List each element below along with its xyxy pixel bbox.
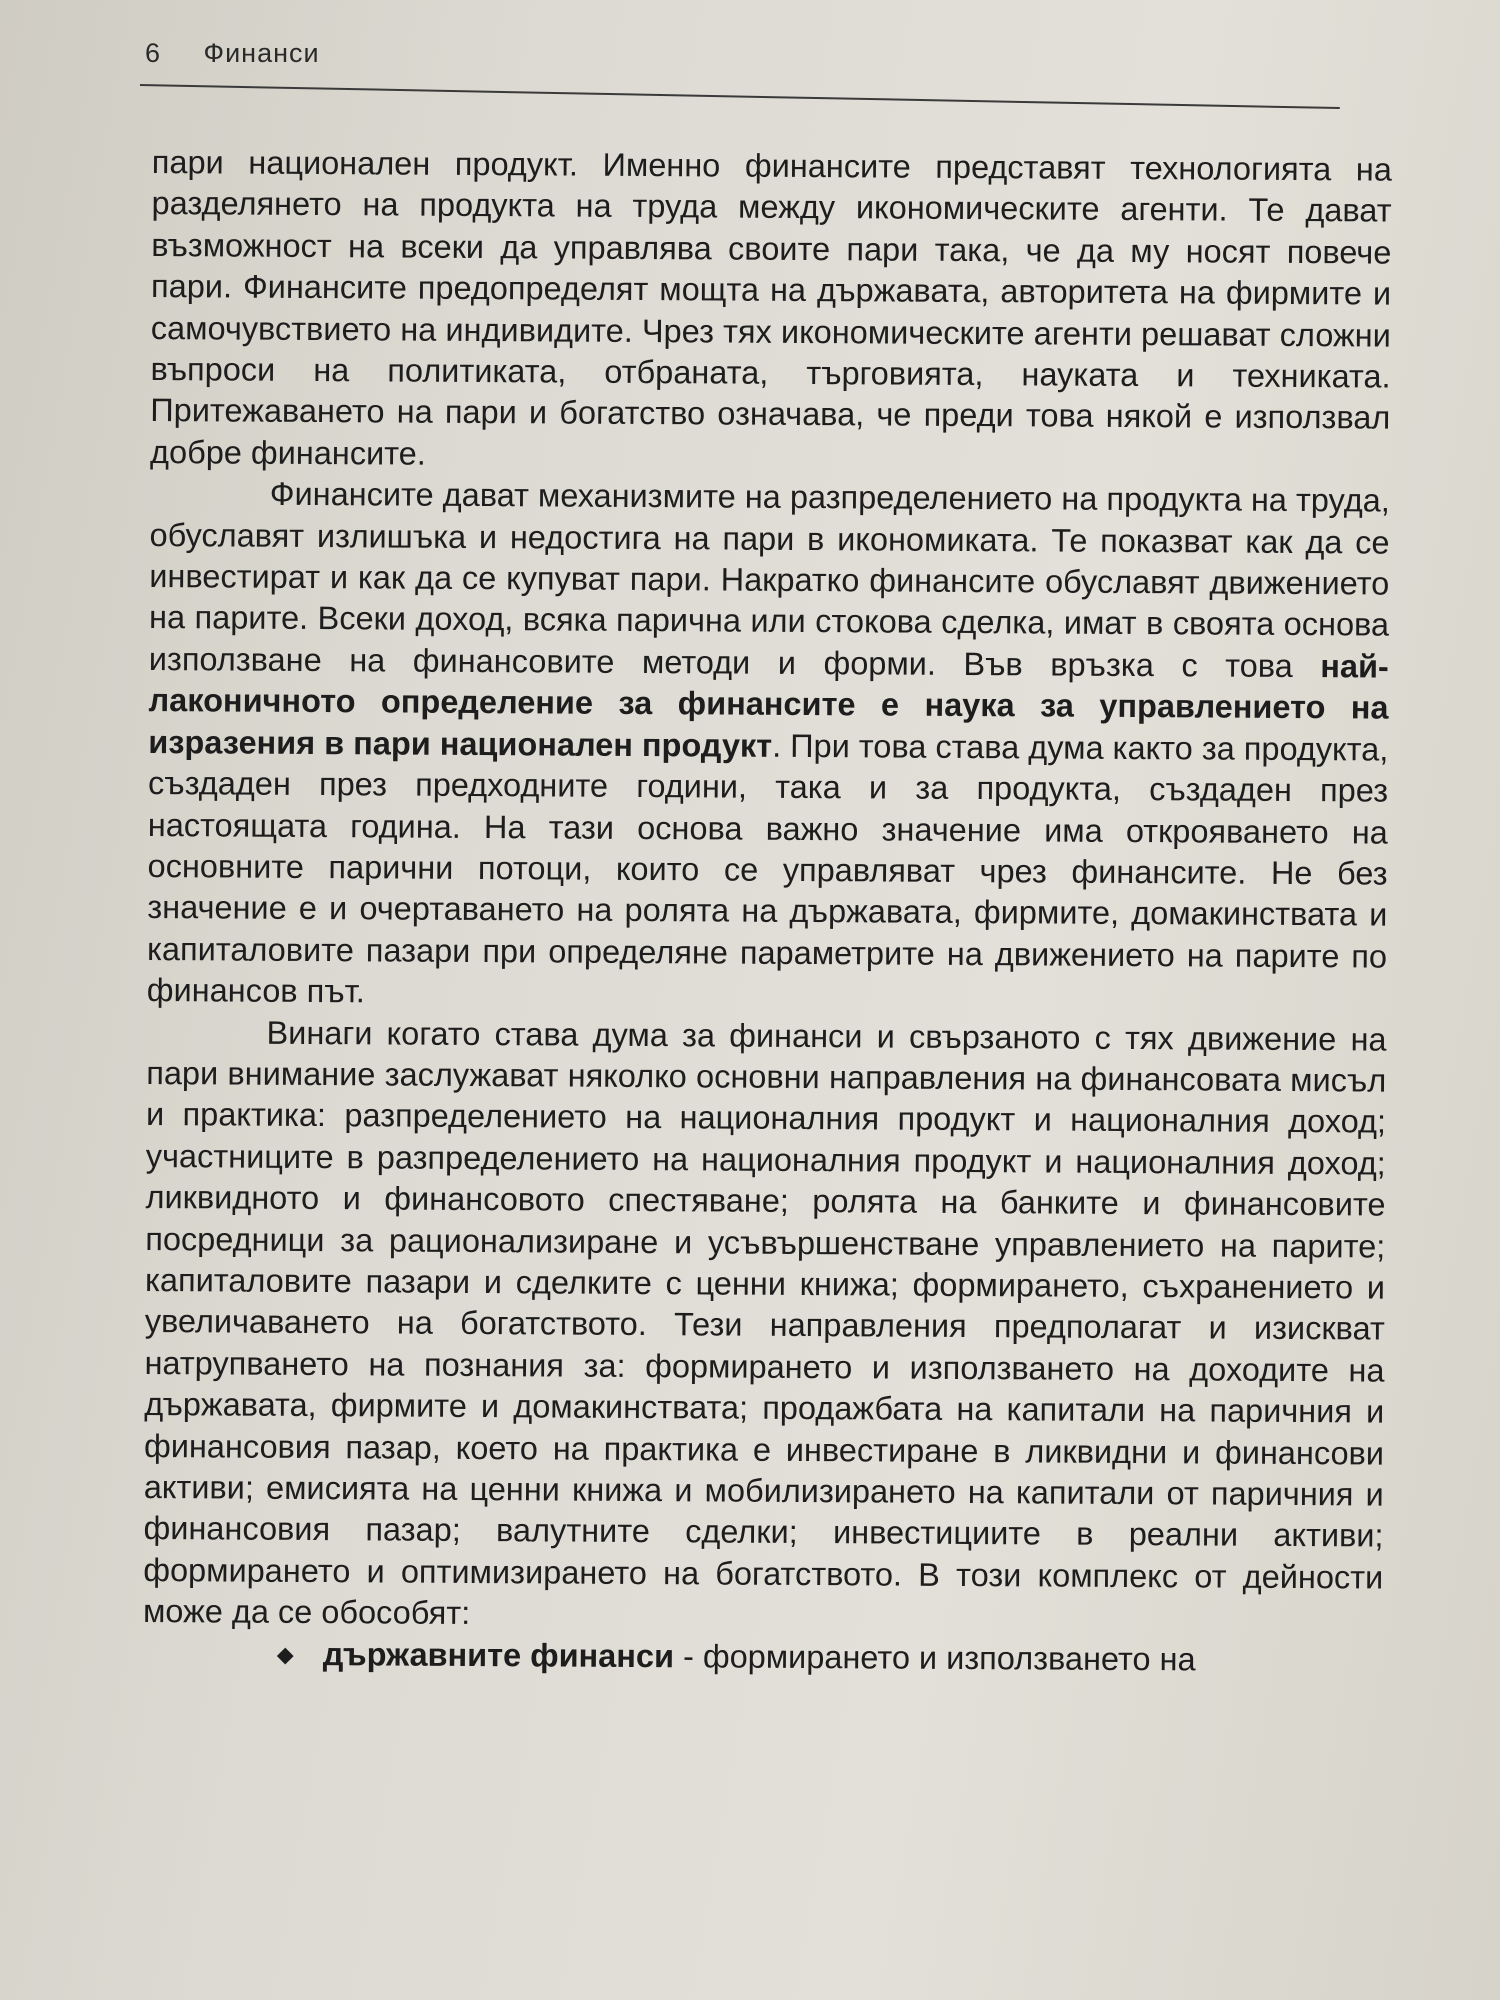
- body-text: [143, 142, 1392, 1682]
- bullet-term: държавните финанси: [322, 1635, 675, 1674]
- paragraph-2-start: Финансите дават механизмите на разпределението на продукта на труда, обуславят излишъка и недостига на пари в икономиката. Те показват как да се инвестират и как да се купуват пари. Накратко финансите обуславят движението на парите. Всеки доход, всяка парична или стокова сделка, имат в своята основа използване на финансовите методи и форми. Във връзка с това: [148, 475, 1390, 684]
- paragraph-3: Винаги когато става дума за финанси и свързаното с тях движение на пари внимание заслужават няколко основни направления на финансовата мисъл и практика: разпределението на националния продукт и националния доход; участниците в разпределението на националния продукт и националния доход; ликвидното и финансовото спестяване; ролята на банките и финансовите посредници за рационализиране и усъвършенстване управлението на парите; капиталовите пазари и сделките с ценни книжа; формирането, съхранението и увеличаването на богатството. Тези направления предполагат и изискват натрупването на познания за: формирането и използването на доходите на държавата, фирмите и домакинствата; продажбата на капитали на паричния и финансовия пазар, което на практика е инвестиране в ликвидни и финансови активи; емисията на ценни книжа и мобилизирането на капитали от паричния и финансовия пазар; валутните сделки; инвестициите в реални активи; формирането и оптимизирането на богатството. В този комплекс от дейности може да се обособят:: [142, 1014, 1387, 1632]
- paragraph-2: [147, 473, 1390, 1019]
- diamond-bullet-icon: ◆: [276, 1641, 294, 1667]
- bullet-text: - формирането и използването на: [673, 1637, 1196, 1678]
- page-number: 6: [145, 38, 162, 68]
- header-rule: [140, 84, 1340, 109]
- list-item: [143, 1633, 1383, 1682]
- paragraph-2-end: . При това става дума както за продукта, създаден през предходните години, така и за продукта, създаден през настоящата година. На тази основа важно значение има открояването на основните парични потоци, които се управляват чрез финансите. Не без значение е и очертаването на ролята на държавата, фирмите, домакинствата и капиталовите пазари при определяне параметрите на движението на парите по финансов път.: [146, 727, 1389, 1010]
- running-head: [145, 38, 320, 69]
- running-title: Финанси: [203, 38, 320, 68]
- paragraph-1: пари национален продукт. Именно финансите представят технологията на разделянето на продукта на труда между икономическите агенти. Те дават възможност на всеки да управлява своите пари така, че да му носят повече пари. Финансите предопределят мощта на държавата, авторитета на фирмите и самочувствието на индивидите. Чрез тях икономическите агенти решават сложни въпроси на политиката, отбраната, търговията, науката и техниката. Притежаването на пари и богатство означава, че преди това някой е използвал добре финансите.: [149, 143, 1392, 472]
- key-definition: най-лаконичното определение за финансите е наука за управлението на изразения в пари национален продукт: [148, 648, 1389, 764]
- bullet-list: [143, 1633, 1383, 1682]
